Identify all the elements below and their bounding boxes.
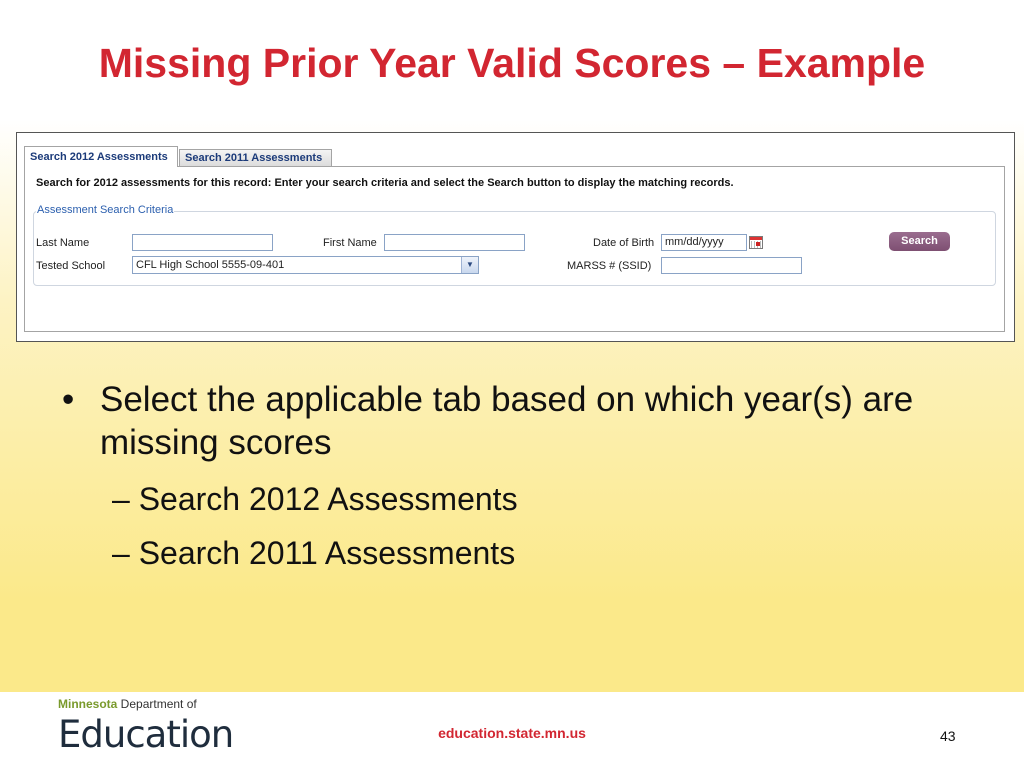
search-button[interactable]: Search bbox=[889, 232, 950, 251]
footer bbox=[0, 692, 1024, 768]
first-name-input[interactable] bbox=[384, 234, 525, 251]
logo-word: Education bbox=[58, 713, 234, 756]
app-screenshot bbox=[16, 132, 1015, 342]
calendar-icon[interactable] bbox=[749, 236, 763, 249]
last-name-input[interactable] bbox=[132, 234, 273, 251]
logo-state: Minnesota bbox=[58, 697, 118, 711]
sub-item-text: – Search 2011 Assessments bbox=[112, 535, 516, 571]
tested-school-value: CFL High School 5555-09-401 bbox=[136, 259, 285, 271]
list-item bbox=[62, 378, 982, 464]
sub-item-text: – Search 2012 Assessments bbox=[112, 481, 518, 517]
marss-input[interactable] bbox=[661, 257, 802, 274]
bullet-icon: • bbox=[62, 380, 75, 419]
criteria-legend: Assessment Search Criteria bbox=[37, 204, 174, 216]
bullet-list bbox=[62, 378, 982, 580]
bullet-text: Select the applicable tab based on which year(s) are missing scores bbox=[100, 380, 914, 462]
tab-search-2012[interactable]: Search 2012 Assessments bbox=[24, 146, 178, 167]
tab-panel bbox=[24, 166, 1005, 332]
footer-url[interactable]: education.state.mn.us bbox=[438, 725, 586, 741]
tested-school-label: Tested School bbox=[36, 260, 106, 272]
logo-dept: Department of bbox=[117, 697, 197, 711]
sub-list-item bbox=[62, 526, 982, 580]
first-name-label: First Name bbox=[323, 237, 377, 249]
sub-list-item bbox=[62, 472, 982, 526]
page-number: 43 bbox=[940, 728, 956, 744]
marss-label: MARSS # (SSID) bbox=[567, 260, 652, 272]
assessment-search-criteria bbox=[33, 204, 996, 286]
logo-line1 bbox=[58, 697, 197, 711]
date-of-birth-label: Date of Birth bbox=[593, 237, 655, 249]
search-instruction: Search for 2012 assessments for this record: Enter your search criteria and select the Search button to display the matching records. bbox=[36, 177, 734, 189]
tested-school-select[interactable] bbox=[132, 256, 479, 274]
last-name-label: Last Name bbox=[36, 237, 90, 249]
date-of-birth-input[interactable]: mm/dd/yyyy bbox=[661, 234, 747, 251]
tab-search-2011[interactable]: Search 2011 Assessments bbox=[179, 149, 332, 167]
chevron-down-icon[interactable]: ▼ bbox=[461, 257, 478, 273]
slide-title: Missing Prior Year Valid Scores – Example bbox=[98, 40, 926, 86]
